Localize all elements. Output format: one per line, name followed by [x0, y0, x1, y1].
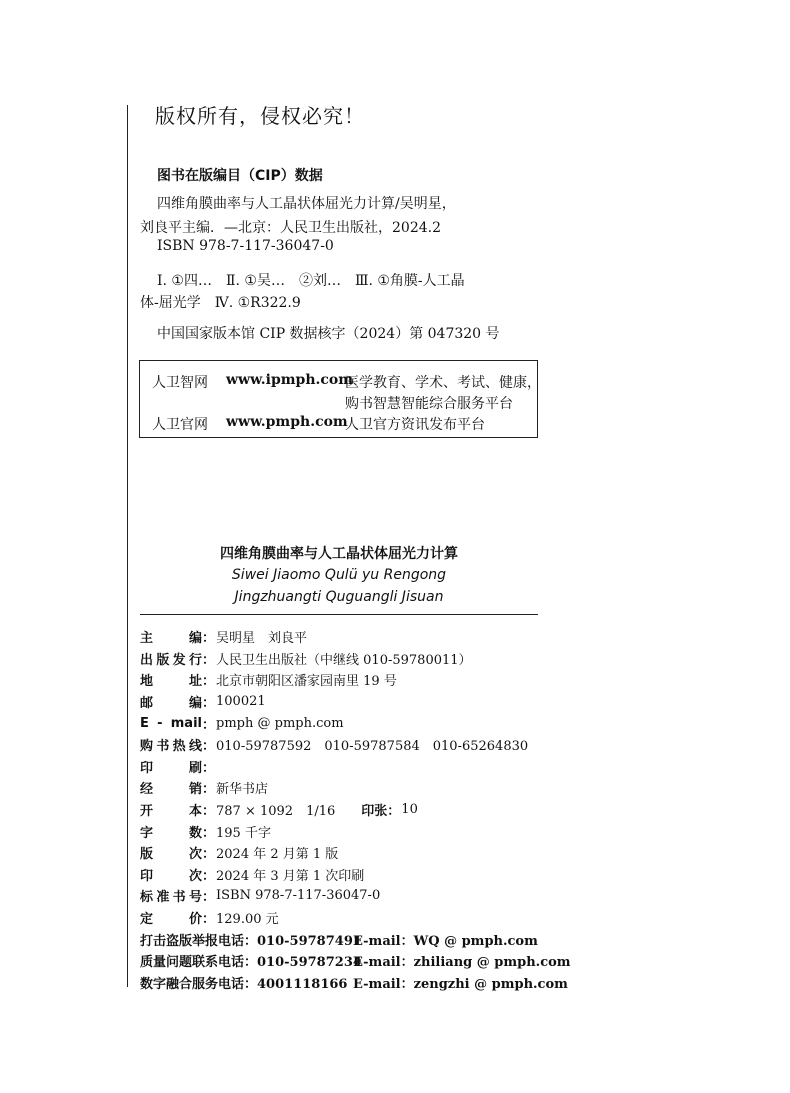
contact-email[interactable]: E-mail：WQ @ pmph.com [353, 934, 538, 949]
info-value: 129.00 元 [216, 912, 279, 928]
info-value: 787 × 1092 1/16 [216, 804, 336, 820]
book-title-pinyin: Siwei Jiaomo Qulü yu Rengong [231, 567, 447, 583]
info-key: 出版发行 [140, 652, 202, 668]
cip-line: 刘良平主编．—北京：人民卫生出版社，2024.2 [140, 220, 441, 236]
contact-label: 数字融合服务电话： [140, 977, 258, 992]
platform-box [139, 360, 541, 438]
cip-line: Ⅰ. ①四… Ⅱ. ①吴… ②刘… Ⅲ. ①角膜-人工晶 [157, 273, 465, 289]
info-key: 购书热线 [140, 739, 202, 755]
platform-url[interactable]: www.pmph.com [226, 414, 348, 430]
info-row: 开 本 ： 787 × 1092 1/16 印张 ： 10 [140, 802, 418, 820]
info-key: E - mail [140, 715, 202, 731]
contact-phone: 010-59787491 [257, 934, 362, 949]
info-key: 定 价 [140, 912, 202, 928]
info-key: 印 刷 [140, 760, 202, 776]
title-divider [140, 614, 538, 615]
platform-name: 人卫官网 [152, 417, 208, 433]
info-row: 主 编 ： 吴明星 刘良平 [140, 626, 528, 648]
info-value[interactable]: pmph @ pmph.com [216, 715, 344, 731]
publication-info [140, 626, 528, 928]
info-key: 主 编 [140, 631, 202, 647]
info-row: 经 销 ： 新华书店 [140, 777, 528, 799]
info-key: 邮 编 [140, 696, 202, 712]
info-value: 195 千字 [216, 825, 271, 841]
book-title-cn: 四维角膜曲率与人工晶状体屈光力计算 [220, 546, 458, 562]
info-key: 版 次 [140, 847, 202, 863]
platform-desc: 购书智慧智能综合服务平台 [345, 396, 513, 412]
info-value: 新华书店 [216, 782, 269, 798]
left-margin-rule [127, 105, 128, 987]
info-key: 印 次 [140, 868, 202, 884]
info-row: 标准书号 ： ISBN 978-7-117-36047-0 [140, 888, 381, 906]
info-row: 地 址 ： 北京市朝阳区潘家园南里 19 号 [140, 669, 528, 691]
book-title-pinyin: Jingzhuangti Quguangli Jisuan [234, 589, 444, 605]
info-row: 邮 编 ： 100021 [140, 694, 266, 712]
cip-heading: 图书在版编目（CIP）数据 [157, 168, 323, 184]
info-key: 标准书号 [140, 890, 202, 906]
info-value: 吴明星 刘良平 [216, 631, 308, 647]
platform-url[interactable]: www.ipmph.com [226, 372, 354, 388]
platform-desc: 人卫官方资讯发布平台 [345, 417, 485, 433]
info-value: 人民卫生出版社（中继线 010-59780011） [216, 652, 472, 668]
contact-row [140, 973, 568, 992]
cip-line: ISBN 978-7-117-36047-0 [157, 238, 334, 254]
info-row: 印 次 ： 2024 年 3 月第 1 次印刷 [140, 864, 528, 886]
copyright-notice: 版权所有，侵权必究！ [155, 104, 365, 128]
cip-line: 中国国家版本馆 CIP 数据核字（2024）第 047320 号 [157, 326, 500, 342]
info-value: ISBN 978-7-117-36047-0 [216, 888, 381, 904]
cip-line: 体-屈光学 Ⅳ. ①R322.9 [140, 295, 301, 311]
info-row: E - mail ： pmph @ pmph.com [140, 715, 344, 733]
contact-phone: 010-59787234 [257, 955, 362, 970]
info-value: 2024 年 2 月第 1 版 [216, 847, 339, 863]
info-value: 2024 年 3 月第 1 次印刷 [216, 868, 365, 884]
contact-email[interactable]: E-mail：zhiliang @ pmph.com [353, 955, 571, 970]
info-key: 经 销 [140, 782, 202, 798]
info-row: 购书热线 ： 010-59787592 010-59787584 010-65264830 [140, 734, 528, 756]
info-row: 版 次 ： 2024 年 2 月第 1 版 [140, 842, 528, 864]
contact-row [140, 930, 538, 949]
info-value: 100021 [216, 694, 266, 710]
info-row: 定 价 ： 129.00 元 [140, 907, 528, 929]
platform-desc: 医学教育、学术、考试、健康， [345, 375, 541, 391]
info-key: 开 本 [140, 804, 202, 820]
info-key: 字 数 [140, 825, 202, 841]
info-extra-key: 印张 [361, 804, 388, 820]
info-value: 北京市朝阳区潘家园南里 19 号 [216, 674, 397, 690]
info-row: 字 数 ： 195 千字 [140, 820, 528, 842]
platform-name: 人卫智网 [152, 375, 208, 391]
info-row: 出版发行 ： 人民卫生出版社（中继线 010-59780011） [140, 648, 528, 670]
info-key: 地 址 [140, 674, 202, 690]
cip-line: 四维角膜曲率与人工晶状体屈光力计算/吴明星， [157, 196, 456, 212]
contact-email[interactable]: E-mail：zengzhi @ pmph.com [353, 977, 568, 992]
contact-label: 打击盗版举报电话： [140, 934, 258, 949]
info-value: 010-59787592 010-59787584 010-65264830 [216, 739, 529, 755]
contact-row [140, 951, 571, 970]
contact-phone: 4001118166 [257, 977, 348, 992]
contact-label: 质量问题联系电话： [140, 955, 258, 970]
info-extra-value: 10 [401, 802, 418, 818]
info-row: 印 刷 ： [140, 756, 528, 778]
